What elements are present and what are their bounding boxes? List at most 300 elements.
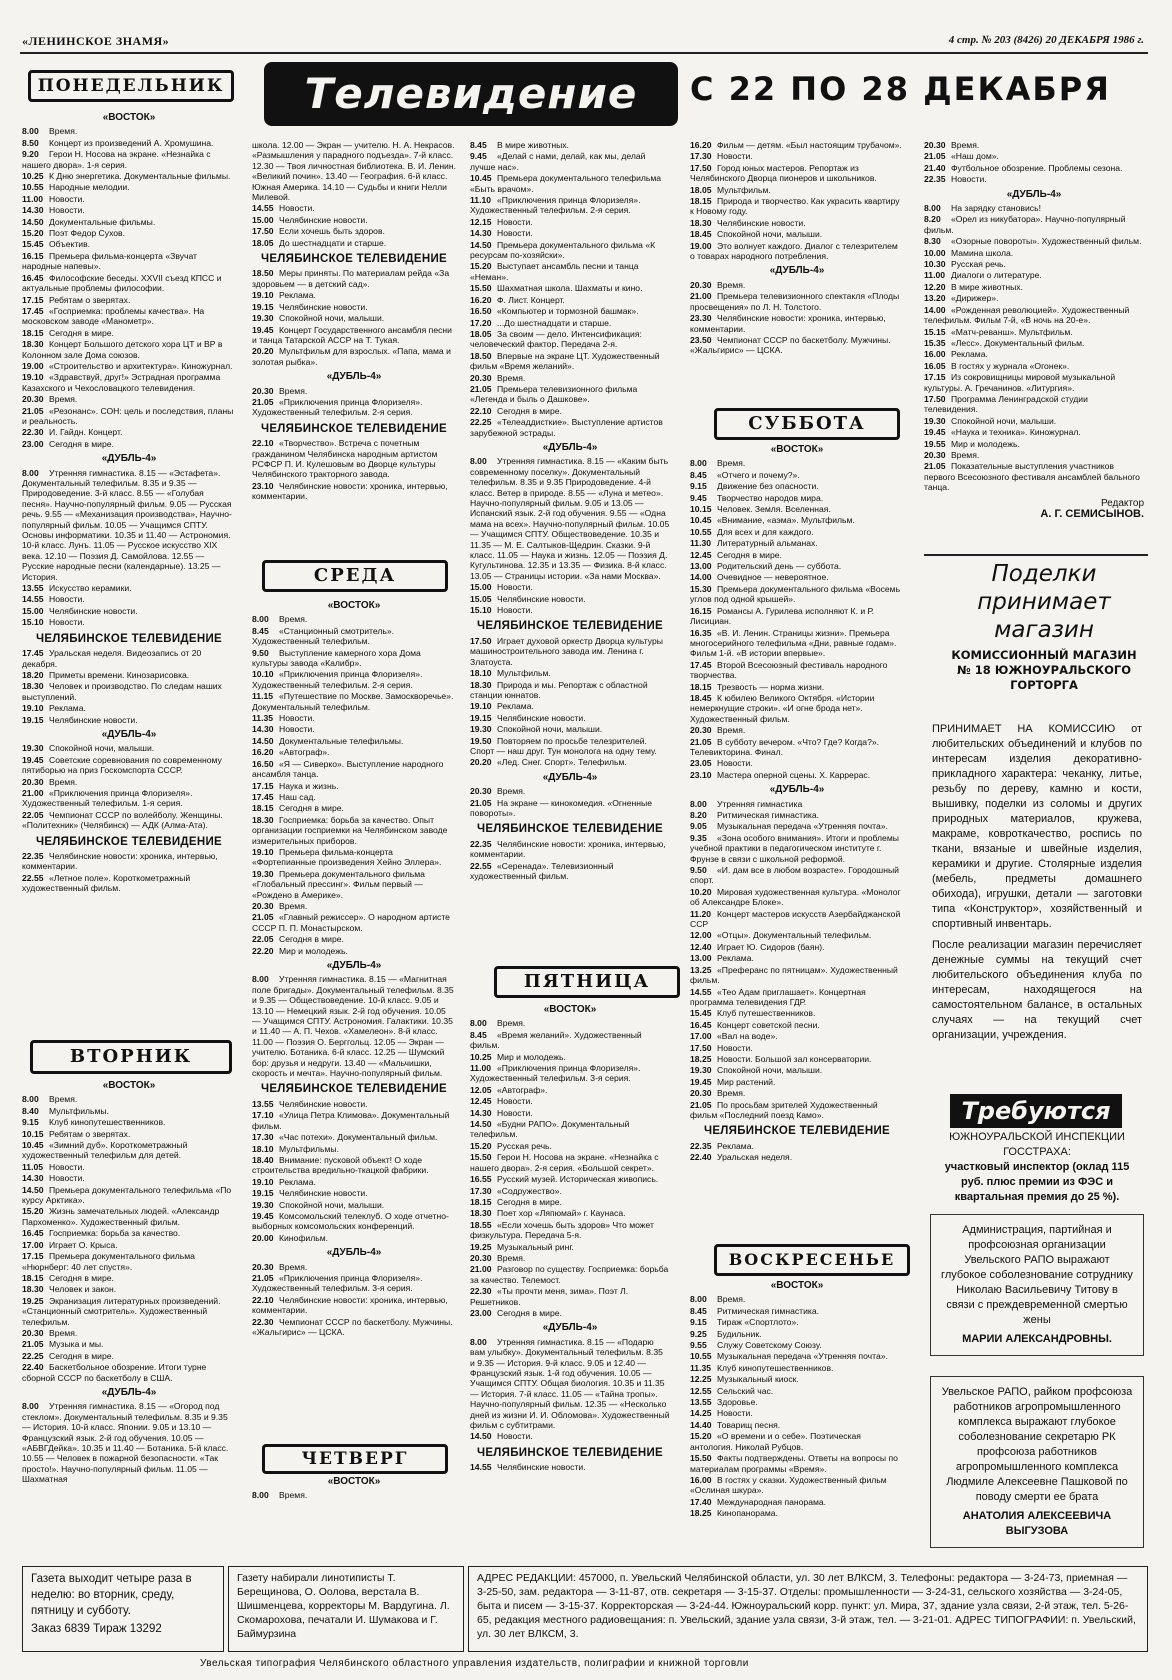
program-title: Музыкальная передача «Утренняя почта».: [717, 1351, 888, 1362]
program-item: [690, 1363, 904, 1373]
program-time: 16.50: [470, 306, 492, 317]
program-time: 18.05: [470, 328, 492, 339]
program-time: 19.10: [252, 290, 274, 301]
program-item: [690, 313, 904, 334]
program-time: 19.25: [470, 1241, 492, 1252]
program-item: [470, 1242, 670, 1252]
program-title: Время.: [717, 725, 746, 736]
channel-dubl: «ДУБЛЬ-4»: [542, 441, 598, 453]
program-item: [690, 196, 904, 217]
program-time: 12.15: [470, 216, 492, 227]
program-title: «Озорные повороты». Художественный фильм.: [951, 236, 1142, 247]
program-item: [22, 1117, 236, 1127]
program-title: Документальные фильмы.: [49, 216, 156, 227]
program-title: Человек. Земля. Вселенная.: [717, 504, 831, 515]
program-time: 18.25: [690, 1053, 712, 1064]
program-time: 15.30: [690, 583, 712, 594]
program-item: [470, 1253, 670, 1263]
program-time: 10.55: [22, 182, 44, 193]
program-title: Мультфильм для взрослых. «Папа, мама и золотая рыбка».: [252, 346, 451, 367]
program-time: 9.35: [690, 832, 707, 843]
program-time: 12.45: [470, 1096, 492, 1107]
program-item: [924, 439, 1144, 449]
program-item: [252, 648, 456, 669]
program-item: [690, 515, 904, 525]
program-time: 21.05: [924, 151, 946, 162]
program-time: 14.25: [690, 1408, 712, 1419]
program-title: Народные мелодии.: [49, 182, 130, 193]
program-item: [690, 1043, 904, 1053]
program-item: [690, 538, 904, 548]
program-time: 20.30: [470, 372, 492, 383]
program-item: [690, 1020, 904, 1030]
program-time: 19.45: [690, 1076, 712, 1087]
program-time: 11.35: [252, 713, 274, 724]
program-title: Новости.: [497, 605, 533, 616]
program-title: Спокойной ночи, малыши.: [717, 1065, 823, 1076]
program-title: Герои Н. Носова на экране. «Незнайка с нашего двора». 1-я серия.: [22, 149, 211, 170]
program-time: 17.50: [690, 162, 712, 173]
program-time: 17.10: [252, 1110, 274, 1121]
program-time: 22.30: [252, 1316, 274, 1327]
program-title: Трезвость — норма жизни.: [717, 681, 825, 692]
program-item: [690, 481, 904, 491]
program-time: 19.30: [690, 1065, 712, 1076]
program-time: 22.35: [470, 838, 492, 849]
program-title: «Улица Петра Климова». Документальный фильм.: [252, 1110, 450, 1131]
program-time: 14.50: [252, 735, 274, 746]
program-item: [22, 1296, 236, 1327]
program-time: 22.25: [22, 1350, 44, 1361]
program-title: Герои Н. Носова на экране. «Незнайка с нашего двора». 2-я серия. «Большой секрет».: [470, 1152, 659, 1173]
program-time: 23.10: [252, 480, 274, 491]
program-title: Госприемка: борьба за качество. Опыт организации госприемки на Челябинском заводе измерительных приборов.: [252, 814, 448, 846]
program-time: 12.45: [690, 549, 712, 560]
program-title: Время.: [497, 786, 526, 797]
program-title: «Резонанс». СОН: цель и последствия, планы и реальность.: [22, 405, 234, 426]
column-wednesday: [252, 596, 456, 1338]
program-title: Мультфильм.: [497, 668, 551, 679]
program-title: Премьера документального фильма «Нюрнберг: 40 лет спустя».: [22, 1251, 195, 1272]
program-time: 22.05: [252, 934, 274, 945]
program-time: 23.30: [690, 313, 712, 324]
program-time: 8.30: [924, 236, 941, 247]
program-time: 18.05: [690, 184, 712, 195]
program-item: [690, 758, 904, 768]
program-time: 18.15: [22, 1272, 44, 1283]
channel-dubl: «ДУБЛЬ-4»: [101, 453, 157, 465]
program-item: [252, 1211, 456, 1232]
program-time: 15.00: [252, 214, 274, 225]
program-title: Новости.: [497, 1431, 533, 1442]
program-time: 8.00: [470, 1018, 487, 1029]
program-item: [22, 228, 236, 238]
channel-chel: ЧЕЛЯБИНСКОЕ ТЕЛЕВИДЕНИЕ: [260, 422, 448, 435]
program-item: [252, 1490, 456, 1500]
program-title: Выступает ансамбль песни и танца «Неман».: [470, 261, 639, 282]
program-time: 8.00: [252, 974, 269, 985]
program-title: Время.: [717, 1088, 746, 1099]
program-title: Объектив.: [49, 239, 91, 250]
footer-printer: Увельская типография Челябинского областного управления издательств, полиграфии и книжной торговли: [200, 1658, 749, 1669]
program-title: Реклама.: [717, 1140, 754, 1151]
program-time: 10.15: [690, 504, 712, 515]
program-time: 20.30: [252, 385, 274, 396]
program-title: «Серенада». Телевизионный художественный фильм.: [470, 860, 614, 881]
program-title: Время.: [497, 1252, 526, 1263]
program-title: Новости.: [49, 1161, 85, 1172]
program-item: [252, 346, 456, 367]
program-title: Челябинские новости.: [497, 593, 586, 604]
program-item: [22, 394, 236, 404]
program-item: [924, 349, 1144, 359]
program-item: [690, 1065, 904, 1075]
program-title: «Дирижер».: [951, 293, 999, 304]
program-item: [470, 582, 670, 592]
program-item: [252, 759, 456, 780]
program-title: «Приключения принца Флоризеля». Художественный телефильм. 3-я серия.: [470, 1063, 641, 1084]
program-title: Челябинские новости: хроника, интервью, комментарии.: [252, 1294, 448, 1316]
channel-vostok: «ВОСТОК»: [543, 1004, 597, 1015]
program-item: [252, 974, 456, 1078]
footer-schedule: [22, 1566, 224, 1652]
program-time: 19.55: [924, 438, 946, 449]
program-time: 12.05: [470, 1084, 492, 1095]
program-time: 20.30: [924, 140, 946, 150]
program-time: 17.00: [690, 1031, 712, 1042]
program-item: [22, 648, 236, 669]
program-time: 20.30: [690, 279, 712, 290]
footer-order: Заказ 6839 Тираж 13292: [31, 1623, 162, 1635]
program-item: [22, 777, 236, 787]
program-title: Время.: [279, 1490, 308, 1501]
program-item: [924, 203, 1144, 213]
program-time: 18.30: [690, 217, 712, 228]
program-time: 19.10: [22, 703, 44, 714]
program-item: [690, 1420, 904, 1430]
program-item: [470, 1174, 670, 1184]
page-title: Телевидение: [264, 62, 678, 126]
program-title: Утренняя гимнастика. 8.15 — «Магнитная поле бригады». Документальный телефильм. 8.35 и 9.35 — Обществоведение. 10-й класс. 9.05 и 13.10 — Немецкий язык. 2-й год обучения. 10.05 — Учащимся СПТУ. Астрономия. Галактики. 10.35 и 11.40 — А. П. Чехов. «Хамелеон». 8-й класс. 11.00 — Поэзия О. Берггольц. 12.05 — Экран — учителю. Ботаника. 6-й класс. 12.25 — Шумский бор: друзья и недруги. 13.40 — «Мальчишки, скорость и мечта». Научно-популярный фильм.: [252, 974, 454, 1079]
program-title: Это волнует каждого. Диалог с телезрителем о товарах народного потребления.: [690, 240, 898, 262]
program-item: [252, 724, 456, 734]
program-title: Жизнь замечательных людей. «Александр Пархоменко». Художественный фильм.: [22, 1206, 220, 1227]
day-tuesday: ВТОРНИК: [30, 1040, 232, 1074]
program-title: «Станционный смотритель». Художественный телефильм.: [252, 625, 395, 647]
program-time: 21.05: [22, 1339, 44, 1350]
program-title: «Зона особого внимания». Итоги и проблемы учебной практики в педагогическом институте г. Фрунзе в связи с школьной реформой.: [690, 832, 899, 864]
program-title: Мировая художественная культура. «Монолог об Александре Блоке».: [690, 886, 901, 908]
program-item: [690, 1497, 904, 1507]
program-item: [690, 887, 904, 908]
program-title: Челябинские новости: хроника, интервью, комментарии.: [252, 480, 448, 502]
program-item: [252, 736, 456, 746]
day-saturday: СУББОТА: [714, 408, 900, 440]
program-title: Премьера документального телефильма «По курсу Арктика».: [22, 1184, 232, 1206]
program-title: Творчество народов мира.: [717, 492, 824, 503]
program-item: [22, 715, 236, 725]
program-item: [252, 302, 456, 312]
program-time: 16.45: [22, 272, 44, 283]
program-title: «Лесс». Документальный фильм.: [951, 337, 1085, 348]
program-title: Спокойной ночи, малыши.: [279, 1199, 385, 1210]
program-title: Природа и творчество. Как украсить квартиру к Новому году.: [690, 196, 900, 217]
program-item: [252, 215, 456, 225]
program-title: Русская речь.: [497, 1140, 552, 1151]
program-item: [470, 724, 670, 734]
program-title: Новости.: [497, 216, 533, 227]
program-time: 18.50: [470, 350, 492, 361]
program-title: В мире животных.: [951, 281, 1023, 292]
program-title: Сегодня в мире.: [49, 1272, 114, 1283]
column-saturday: [690, 440, 904, 1164]
program-title: Челябинские новости.: [279, 1098, 368, 1109]
program-time: 20.30: [924, 449, 946, 460]
program-item: [470, 1152, 670, 1173]
program-item: [924, 236, 1144, 246]
program-item: [924, 248, 1144, 258]
program-item: [252, 691, 456, 712]
program-title: Поет хор «Ляпюмай» г. Каунаса.: [497, 1208, 626, 1219]
program-item: [22, 755, 236, 776]
program-title: В субботу вечером. «Что? Где? Когда?». Телевикторина. Финал.: [690, 736, 880, 757]
program-item: [690, 965, 904, 986]
program-item: [690, 291, 904, 312]
program-time: 14.30: [22, 205, 44, 216]
program-item: [252, 803, 456, 813]
channel-dubl: «ДУБЛЬ-4»: [101, 1386, 157, 1398]
program-item: [470, 228, 670, 238]
program-title: Челябинские новости.: [279, 1188, 368, 1199]
program-time: 14.30: [252, 724, 274, 735]
program-time: 20.30: [470, 786, 492, 797]
program-item: [470, 1220, 670, 1241]
column-friday: [470, 1000, 670, 1474]
program-time: 16.35: [690, 627, 712, 638]
program-item: [690, 504, 904, 514]
program-title: Документальные телефильмы.: [279, 735, 404, 746]
program-title: Мир растений.: [717, 1076, 776, 1087]
program-title: Комсомольский телеклуб. О ходе отчетно-выборных комсомольских конференций.: [252, 1210, 449, 1232]
program-title: Чемпионат СССР по баскетболу. Мужчины. «Жальгирис» — ЦСКА.: [252, 1316, 453, 1337]
program-title: Чемпионат СССР по баскетболу. Мужчины. «Жальгирис» — ЦСКА.: [690, 334, 891, 356]
program-item: [252, 626, 456, 647]
program-time: 18.30: [22, 1284, 44, 1295]
program-time: 10.55: [690, 526, 712, 537]
program-title: Новости.: [279, 724, 315, 735]
program-title: Новости.: [497, 582, 533, 593]
program-item: [690, 1317, 904, 1327]
program-title: Реклама.: [951, 349, 988, 360]
program-item: [22, 1106, 236, 1116]
channel-chel: ЧЕЛЯБИНСКОЕ ТЕЛЕВИДЕНИЕ: [35, 632, 223, 645]
program-item: [22, 149, 236, 170]
program-item: [22, 328, 236, 338]
program-time: 8.40: [22, 1105, 39, 1116]
program-item: [252, 1155, 456, 1176]
program-item: [22, 126, 236, 136]
program-time: 19.00: [690, 240, 712, 251]
program-item: [22, 1185, 236, 1206]
program-time: 21.40: [924, 162, 946, 173]
program-item: [470, 1141, 670, 1151]
channel-chel: ЧЕЛЯБИНСКОЕ ТЕЛЕВИДЕНИЕ: [260, 253, 448, 266]
program-time: 15.50: [690, 1453, 712, 1464]
program-time: 17.20: [470, 317, 492, 328]
footer-typeset: Газету набирали линотиписты Т. Берещинова, О. Оолова, верстала В. Шишменцева, корректоры М. Вардугина. Л. Скомарохова, печатали И. Шумакова и Г. Баймурзина: [228, 1566, 464, 1652]
program-title: «Рожденная революцией». Художественный телефильм. Фильм 7-й, «В ночь на 20-е».: [924, 304, 1130, 326]
program-item: [252, 226, 456, 236]
program-item: [252, 1200, 456, 1210]
program-item: [470, 329, 670, 350]
program-title: Время.: [279, 614, 308, 625]
program-title: Ребятам о зверятах.: [49, 294, 131, 305]
program-item: [924, 450, 1144, 460]
program-item: [690, 1453, 904, 1474]
program-title: Из сокровищницы мировой музыкальной культуры. А. Гречанинов. «Литургия».: [924, 372, 1116, 393]
program-time: 18.05: [252, 237, 274, 248]
program-item: [690, 660, 904, 681]
program-title: Спокойной ночи, малыши.: [497, 724, 603, 735]
program-time: 10.25: [22, 171, 44, 182]
program-item: [470, 798, 670, 819]
program-time: 16.55: [470, 1174, 492, 1185]
program-item: [22, 810, 236, 831]
footer-address: АДРЕС РЕДАКЦИИ: 457000, п. Увельский Челябинской области, ул. 30 лет ВЛКСМ, 3. Телефоны: редактора — 3-24-73, приемная — 3-25-50, зам. редактора — 3-11-87, отв. секретаря — 3-15-37. Отделы: промышленности — 3-24-31, сельского хозяйства — 3-24-05, быта и писем — 3-15-37. Корректорская — 3-24-44. Южноуральский корр. пункт: ул. Мира, 37, здание узла связи, 2-й этаж, тел. 5-26-65, редакция местного радиовещания: п. Увельский, здание узла связи, 3-й этаж, тел. — 3-21-01. АДРЕС ТИПОГРАФИИ: п. Увельский, ул. 30 лет ВЛКСМ, 3.: [468, 1566, 1148, 1652]
program-title: Романсы А. Гурилева исполняют К. и Р. Лисициан.: [690, 605, 875, 627]
program-time: 19.45: [252, 1210, 274, 1221]
program-item: [924, 151, 1144, 161]
program-title: Новости.: [49, 205, 85, 216]
program-item: [470, 318, 670, 328]
program-title: Играет О. Крыса.: [49, 1239, 118, 1250]
program-title: «Тео Адам приглашает». Концертная программа телевидения ГДР.: [690, 986, 866, 1007]
program-title: Ритмическая гимнастика.: [717, 810, 820, 820]
program-item: [252, 481, 456, 502]
channel-dubl: «ДУБЛЬ-4»: [1006, 188, 1062, 200]
program-item: [470, 1264, 670, 1285]
program-title: Время.: [497, 372, 526, 383]
program-item: [22, 439, 236, 449]
program-item: [252, 268, 456, 289]
program-time: 22.40: [690, 1152, 712, 1163]
program-item: [470, 261, 670, 282]
program-title: Природа и мы. Репортаж с областной станции юннатов.: [470, 679, 648, 700]
program-item: [470, 195, 670, 216]
program-time: 10.30: [924, 259, 946, 270]
program-item: [22, 205, 236, 215]
program-title: «Приключения принца Флоризеля». Художественный телефильм. 1-я серия.: [22, 787, 193, 809]
obituary-2-text: Увельское РАПО, райком профсоюза работников агропромышленного комплекса выражают глубокое соболезнование секретарю РК профсоюза работников агропромышленного комплекса Людмиле Алексеевне Пашковой по поводу смерти ее брата: [941, 1386, 1133, 1503]
program-time: 8.45: [690, 469, 707, 480]
program-item: [690, 527, 904, 537]
program-time: 22.10: [252, 1294, 274, 1305]
program-title: «Отчего и почему?».: [717, 469, 800, 480]
program-time: 19.30: [22, 743, 44, 754]
program-time: 17.30: [470, 1185, 492, 1196]
program-title: Здоровье.: [717, 1397, 758, 1408]
date-range: С 22 ПО 28 ДЕКАБРЯ: [690, 70, 1111, 108]
program-title: «Наука и техника». Киножурнал.: [951, 427, 1081, 438]
program-item: [470, 1197, 670, 1207]
program-title: Премьера фильма-концерта «Фортепианные произведения Хейно Эллера».: [252, 846, 442, 868]
program-time: 21.05: [690, 736, 712, 747]
program-title: Время.: [49, 1094, 78, 1105]
program-title: «В. И. Ленин. Страницы жизни». Премьера многосерийного телефильма «Дни, равные годам». Фильм 1-й. «В истории впервые».: [690, 627, 897, 659]
program-time: 14.55: [252, 203, 274, 214]
program-title: Движение без опасности.: [717, 481, 819, 492]
program-title: Спокойной ночи, малыши.: [49, 743, 155, 754]
program-item: [690, 799, 904, 809]
program-title: Факты подтверждены. Ответы на вопросы по материалам программы «Время».: [690, 1453, 898, 1474]
program-item: [470, 861, 670, 882]
program-time: 8.00: [690, 798, 707, 809]
program-time: 22.05: [22, 809, 44, 820]
program-time: 14.55: [470, 1462, 492, 1473]
program-title: «Творчество». Встреча с почетным гражданином Челябинска народным артистом РСФСР П. И. Кулешовым во Дворце культуры Челябинского тракторного завода.: [252, 438, 438, 480]
program-title: «Внимание, «аэма». Мультфильм.: [717, 515, 855, 526]
program-time: 22.30: [470, 1286, 492, 1297]
program-item: [690, 693, 904, 724]
program-time: 18.10: [470, 668, 492, 679]
column-sunday-cont: [924, 140, 1144, 519]
program-time: 21.05: [22, 405, 44, 416]
program-time: 9.15: [22, 1117, 39, 1128]
program-title: Второй Всесоюзный фестиваль народного творчества.: [690, 659, 888, 681]
editor-label: Редактор: [1100, 497, 1144, 509]
program-time: 18.40: [252, 1154, 274, 1165]
program-item: [470, 594, 670, 604]
program-time: 11.00: [924, 270, 946, 281]
ad-wanted-title: Требуются: [950, 1094, 1122, 1128]
program-title: В гостях у журнала «Огонек».: [951, 360, 1070, 371]
program-time: 17.15: [22, 294, 44, 305]
program-title: «Госприемка: проблемы качества». На московском заводе «Манометр».: [22, 305, 205, 327]
program-item: [690, 770, 904, 780]
program-item: [252, 140, 456, 202]
program-time: 12.00: [690, 930, 712, 941]
day-sunday: ВОСКРЕСЕНЬЕ: [714, 1244, 910, 1276]
program-time: 23.10: [690, 769, 712, 780]
program-item: [690, 1340, 904, 1350]
program-time: 17.50: [690, 1042, 712, 1053]
program-item: [690, 151, 904, 161]
program-time: 14.30: [470, 228, 492, 239]
program-title: Новости.: [497, 1096, 533, 1107]
program-time: 18.15: [22, 327, 44, 338]
program-time: 17.00: [22, 1239, 44, 1250]
program-title: «Приключения принца Флоризеля». Художественный телефильм. 3-я серия.: [252, 1272, 423, 1294]
program-time: 18.25: [690, 1508, 712, 1519]
program-item: [252, 847, 456, 868]
program-time: 15.20: [22, 1206, 44, 1217]
program-time: 14.30: [470, 1107, 492, 1118]
divider: [924, 554, 1148, 556]
program-item: [252, 669, 456, 690]
program-time: 8.00: [470, 456, 487, 467]
program-item: [22, 1240, 236, 1250]
program-item: [22, 1362, 236, 1383]
program-item: [470, 1085, 670, 1095]
program-time: 19.45: [924, 427, 946, 438]
program-title: Клуб кинопутешественников.: [717, 1362, 834, 1373]
channel-dubl: «ДУБЛЬ-4»: [326, 371, 382, 383]
channel-dubl: «ДУБЛЬ-4»: [769, 265, 825, 277]
program-time: 19.15: [252, 301, 274, 312]
program-title: Реклама.: [279, 1176, 316, 1187]
program-item: [22, 138, 236, 148]
program-item: [22, 406, 236, 427]
